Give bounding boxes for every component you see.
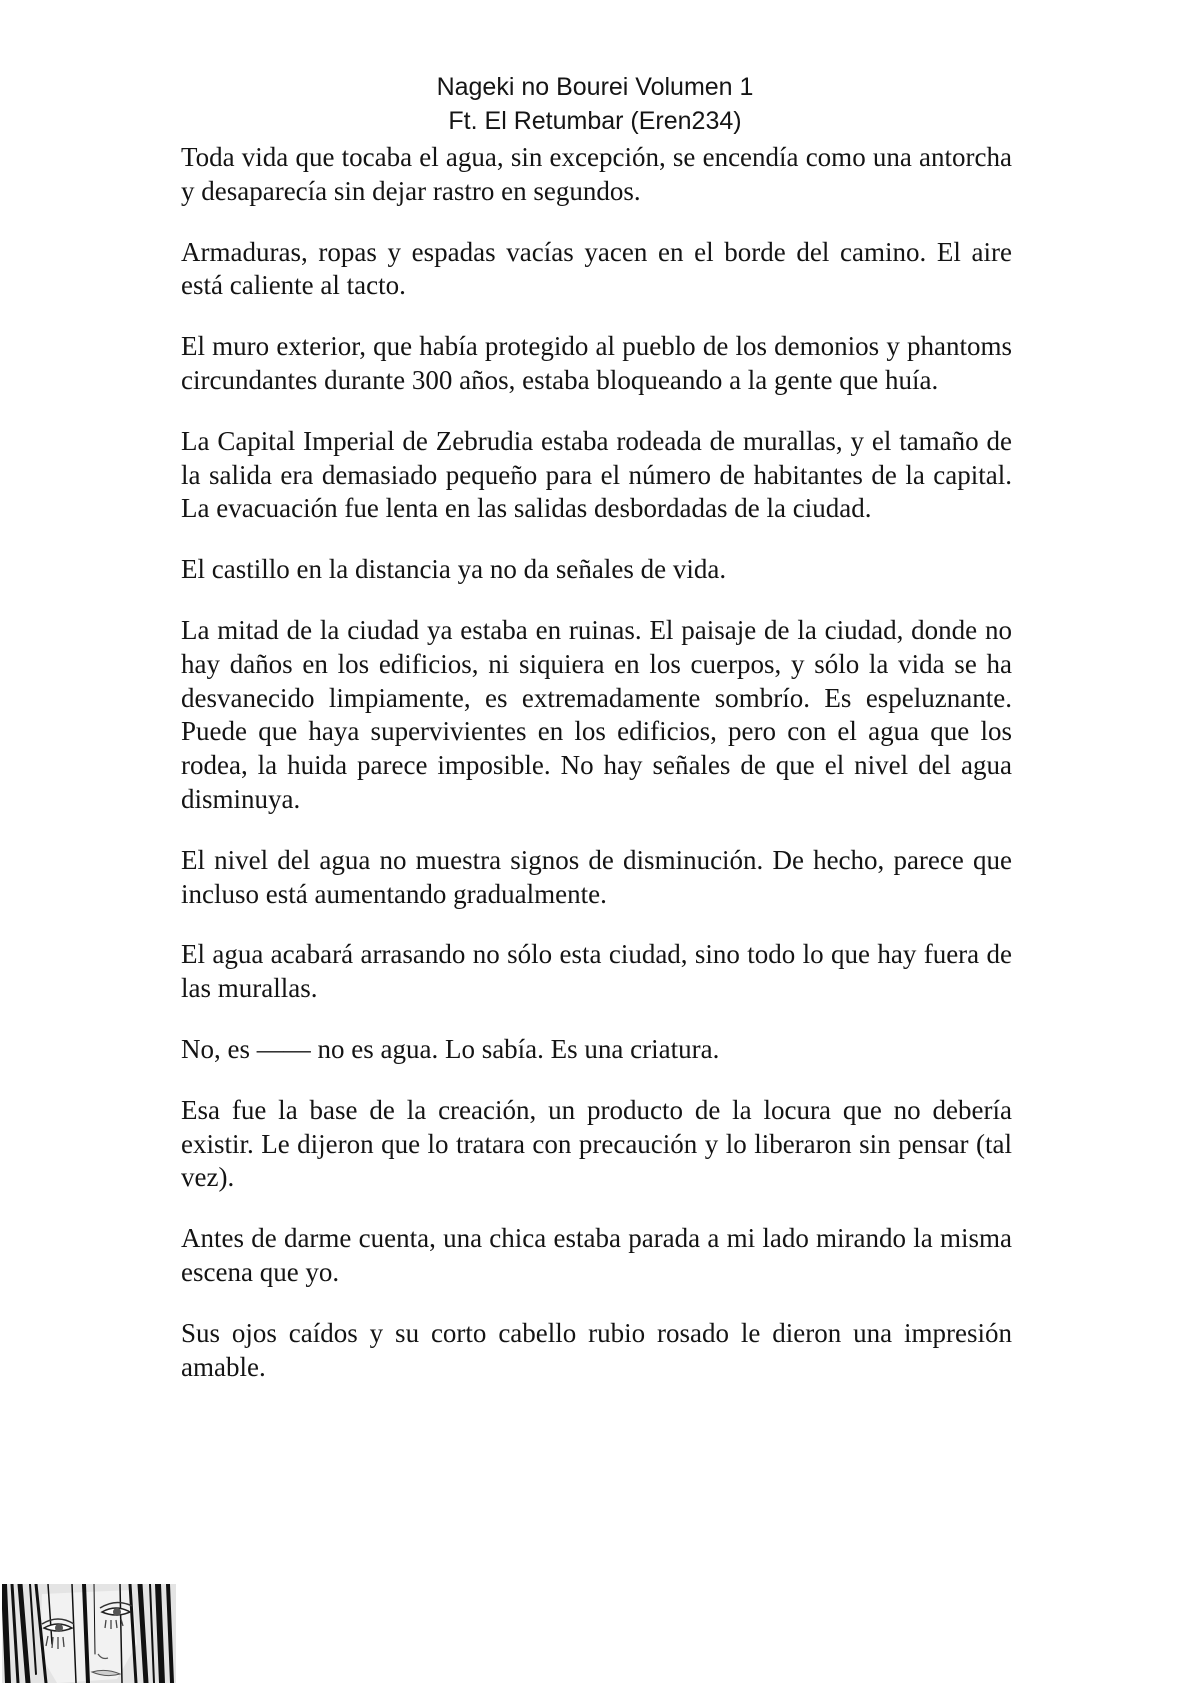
- manga-portrait-image: [2, 1584, 176, 1683]
- paragraph: El muro exterior, que había protegido al pueblo de los demonios y phantoms circundantes durante 300 años, estaba bloqueando a la gente que huía.: [181, 331, 1012, 395]
- paragraph: El nivel del agua no muestra signos de disminución. De hecho, parece que incluso está aumentando gradualmente.: [181, 844, 1012, 909]
- paragraph: Antes de darme cuenta, una chica estaba parada a mi lado mirando la misma escena que yo.: [181, 1223, 1012, 1287]
- document-body: [181, 141, 1012, 1411]
- paragraph: El agua acabará arrasando no sólo esta ciudad, sino todo lo que hay fuera de las murallas.: [181, 939, 1012, 1004]
- header-title-line-2: Ft. El Retumbar (Eren234): [448, 107, 742, 135]
- paragraph: El castillo en la distancia ya no da señales de vida.: [181, 554, 727, 585]
- page-header: [0, 70, 1190, 138]
- paragraph: Toda vida que tocaba el agua, sin excepción, se encendía como una antorcha y desaparecía sin dejar rastro en segundos.: [181, 142, 1012, 206]
- paragraph: La mitad de la ciudad ya estaba en ruinas. El paisaje de la ciudad, donde no hay daños en los edificios, ni siquiera en los cuerpos, y sólo la vida se ha desvanecido limpiamente, es extremadamente sombrío. Es espeluznante. Puede que haya supervivientes en los edificios, pero con el agua que los rodea, la huida parece imposible. No hay señales de que el nivel del agua disminuya.: [181, 614, 1012, 814]
- header-title-line-1: Nageki no Bourei Volumen 1: [436, 73, 754, 101]
- paragraph: La Capital Imperial de Zebrudia estaba rodeada de murallas, y el tamaño de la salida era demasiado pequeño para el número de habitantes de la capital. La evacuación fue lenta en las salidas desbordadas de la ciudad.: [181, 425, 1012, 524]
- paragraph: Armaduras, ropas y espadas vacías yacen en el borde del camino. El aire está caliente al tacto.: [181, 236, 1012, 301]
- portrait-illustration-icon: [2, 1584, 176, 1683]
- paragraph: Esa fue la base de la creación, un producto de la locura que no debería existir. Le dijeron que lo tratara con precaución y lo liberaron sin pensar (tal vez).: [181, 1094, 1012, 1193]
- paragraph: No, es —— no es agua. Lo sabía. Es una criatura.: [181, 1033, 720, 1064]
- paragraph: Sus ojos caídos y su corto cabello rubio rosado le dieron una impresión amable.: [181, 1317, 1012, 1382]
